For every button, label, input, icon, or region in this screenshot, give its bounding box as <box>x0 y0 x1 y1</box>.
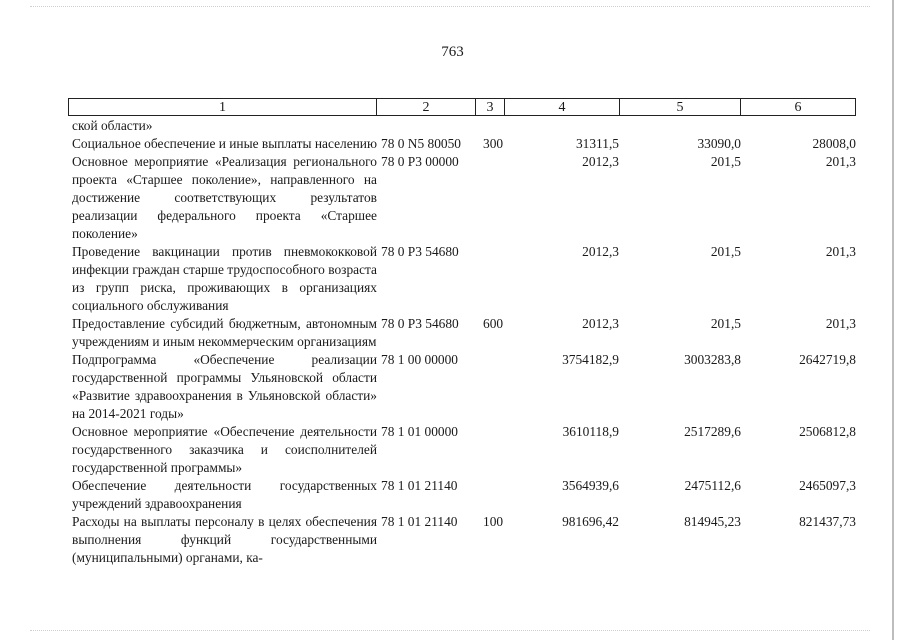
header-col-2: 2 <box>376 99 475 115</box>
row-value-4: 2012,3 <box>582 316 619 331</box>
table-row <box>72 243 856 315</box>
row-type: 100 <box>483 514 504 529</box>
row-value-4: 2012,3 <box>582 154 619 169</box>
row-value-4 <box>523 117 619 135</box>
row-type <box>481 117 523 135</box>
table-row <box>72 315 856 351</box>
row-type <box>481 477 523 513</box>
row-value-5: 33090,0 <box>697 136 741 151</box>
row-type <box>481 351 523 423</box>
row-value-6: 2465097,3 <box>799 478 856 493</box>
row-code: 78 1 01 21140 <box>381 478 458 493</box>
row-code: 78 0 P3 54680 <box>381 316 459 331</box>
row-name: ской области» <box>72 118 153 133</box>
row-value-5: 2517289,6 <box>684 424 741 439</box>
row-type: 600 <box>483 316 504 331</box>
row-name: Предоставление субсидий бюджетным, автономным учреждениям и иным некоммерческим организациям <box>72 316 377 349</box>
row-value-5 <box>619 117 741 135</box>
row-code: 78 0 N5 80050 <box>381 136 461 151</box>
row-value-4: 981696,42 <box>562 514 619 529</box>
row-name: Социальное обеспечение и иные выплаты населению <box>72 136 377 151</box>
header-col-4: 4 <box>504 99 619 115</box>
header-col-1: 1 <box>219 100 226 115</box>
row-name: Обеспечение деятельности государственных учреждений здравоохранения <box>72 478 377 511</box>
row-value-6: 2642719,8 <box>799 352 856 367</box>
row-name: Расходы на выплаты персоналу в целях обеспечения выполнения функций государственными (муниципальными) органами, ка- <box>72 514 377 565</box>
row-value-5: 201,5 <box>710 154 741 169</box>
table-row <box>72 351 856 423</box>
row-value-6: 201,3 <box>825 244 856 259</box>
row-code: 78 1 00 00000 <box>381 352 458 367</box>
row-value-5: 201,5 <box>710 316 741 331</box>
table-row <box>72 135 856 153</box>
row-value-5: 2475112,6 <box>684 478 741 493</box>
header-col-5: 5 <box>619 99 740 115</box>
page-number: 763 <box>441 44 464 60</box>
row-value-4: 3564939,6 <box>562 478 619 493</box>
row-value-6: 201,3 <box>825 154 856 169</box>
row-value-4: 31311,5 <box>575 136 619 151</box>
row-value-5: 3003283,8 <box>684 352 741 367</box>
scan-artifact-bottom <box>30 630 870 631</box>
row-value-4: 3610118,9 <box>562 424 619 439</box>
table-row <box>72 117 856 135</box>
row-type <box>481 243 523 315</box>
table-row <box>72 153 856 243</box>
row-value-6: 28008,0 <box>812 136 856 151</box>
row-code: 78 0 P3 54680 <box>381 244 459 259</box>
row-code: 78 0 P3 00000 <box>381 154 459 169</box>
row-code: 78 1 01 21140 <box>381 514 458 529</box>
row-value-6: 2506812,8 <box>799 424 856 439</box>
row-value-4: 3754182,9 <box>562 352 619 367</box>
table-header <box>68 98 856 116</box>
table-row <box>72 423 856 477</box>
row-type <box>481 423 523 477</box>
row-value-6: 821437,73 <box>799 514 856 529</box>
row-value-5: 201,5 <box>710 244 741 259</box>
row-name: Основное мероприятие «Реализация регионального проекта «Старшее поколение», направленного на достижение соответствующих результатов реализации федерального проекта «Старшее поколение» <box>72 154 377 241</box>
row-code: 78 1 01 00000 <box>381 424 458 439</box>
row-value-6 <box>741 117 856 135</box>
scan-artifact-top <box>30 6 870 7</box>
row-value-5: 814945,23 <box>684 514 741 529</box>
row-value-4: 2012,3 <box>582 244 619 259</box>
row-value-6: 201,3 <box>825 316 856 331</box>
row-name: Подпрограмма «Обеспечение реализации государственной программы Ульяновской области «Развитие здравоохранения в Ульяновской области» на 2014-2021 годы» <box>72 352 377 421</box>
row-name: Основное мероприятие «Обеспечение деятельности государственного заказчика и соисполнителей государственной программы» <box>72 424 377 475</box>
row-type: 300 <box>483 136 504 151</box>
row-code <box>377 117 481 135</box>
scan-edge-line <box>892 0 894 640</box>
row-type <box>481 153 523 243</box>
header-col-3: 3 <box>475 99 504 115</box>
row-name: Проведение вакцинации против пневмококковой инфекции граждан старше трудоспособного возраста из групп риска, проживающих в организациях социального обслуживания <box>72 244 377 313</box>
table-row <box>72 477 856 513</box>
header-col-6: 6 <box>740 99 855 115</box>
table-row <box>72 513 856 567</box>
table-body <box>72 117 856 567</box>
